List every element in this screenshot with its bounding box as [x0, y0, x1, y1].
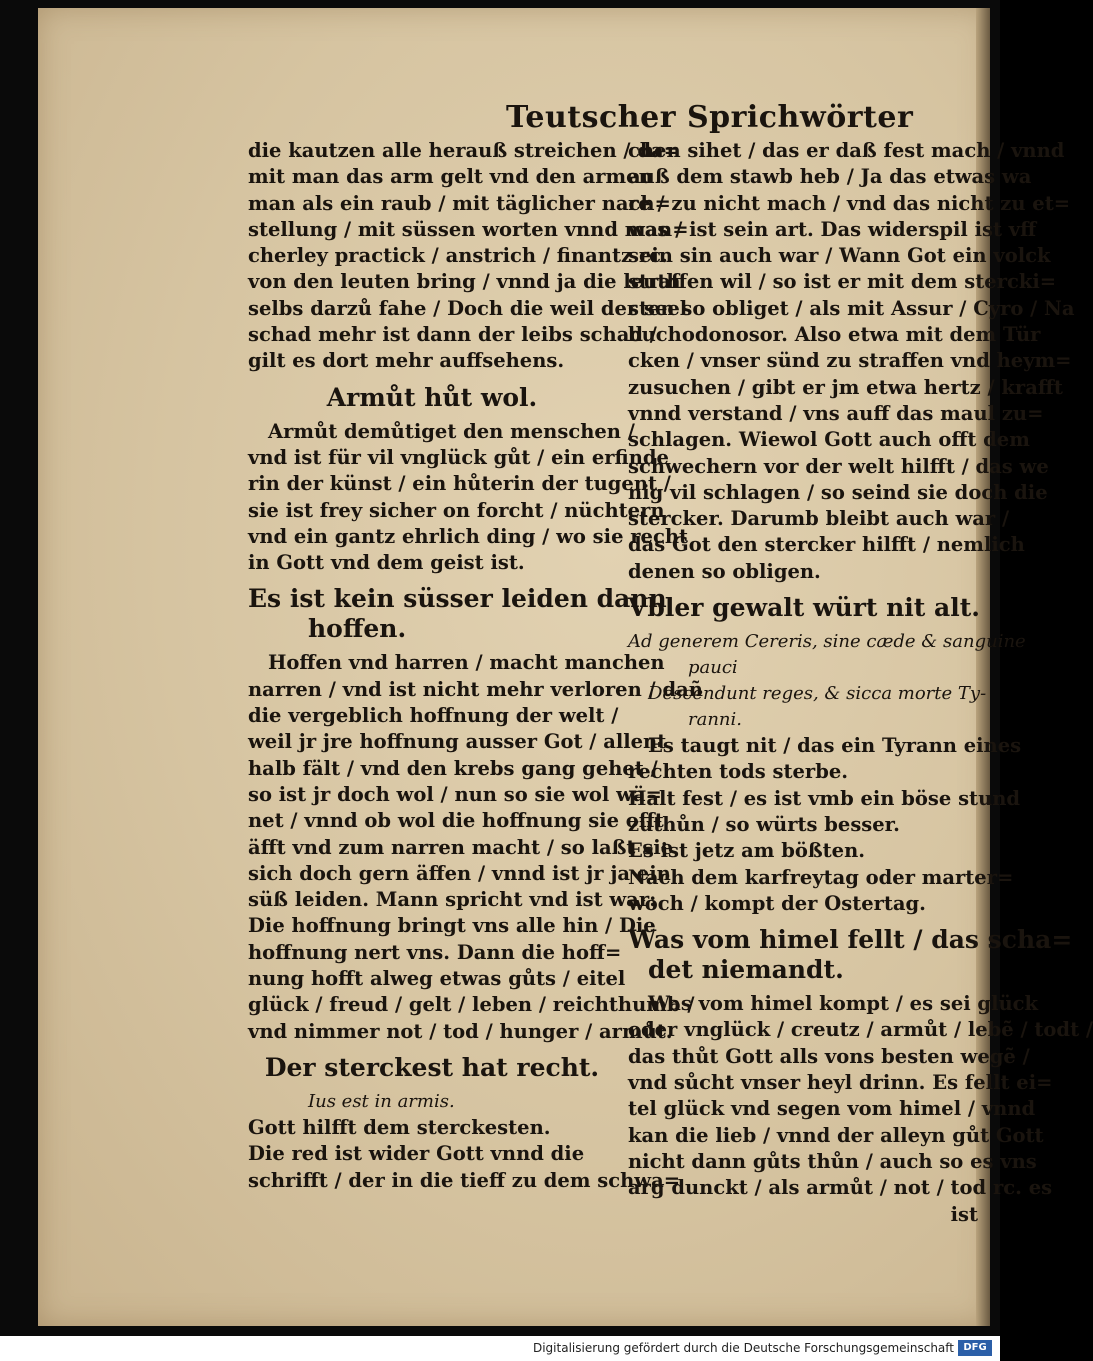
text-line: zusuchen / gibt er jm etwa hertz / krafft: [628, 375, 1063, 399]
left-paragraph-top: [248, 138, 689, 375]
text-line: rechten tods sterbe.: [628, 760, 849, 784]
running-head: Teutscher Sprichwörter: [506, 100, 914, 135]
text-line: Was vom himel kompt / es sei glück: [648, 992, 1039, 1016]
text-line: die vergeblich hoffnung der welt /: [248, 704, 619, 728]
text-line: was / ist sein art. Das widerspil ist vff: [628, 217, 1037, 241]
text-line: vnd ist für vil vnglück gůt / ein erfinde: [248, 445, 669, 469]
text-line: buchodonosor. Also etwa mit dem Tür: [628, 323, 1041, 347]
footer-credit: Digitalisierung gefördert durch die Deutsche Forschungsgemeinschaft: [532, 1341, 954, 1355]
text-line: schad mehr ist dann der leibs schad /: [248, 323, 657, 347]
right-column: [628, 138, 1093, 1228]
left-column: [248, 138, 703, 1194]
text-line: vnd sůcht vnser heyl drinn. Es fellt ei=: [628, 1071, 1053, 1095]
text-line: sie ist frey sicher on forcht / nüchtern: [248, 498, 665, 522]
heading-himel-line-1: Was vom himel fellt / das scha=: [628, 925, 1073, 955]
text-line: net / vnnd ob wol die hoffnung sie offt: [248, 809, 664, 833]
text-line: Es ist jetz am bößten.: [628, 839, 866, 863]
text-line: Es taugt nit / das ein Tyrann eines: [648, 734, 1022, 758]
text-line: die kautzen alle herauß streichen / da=: [248, 139, 680, 162]
heading-vbler-gewalt: Vbler gewalt würt nit alt.: [628, 593, 981, 623]
text-line: Hoffen vnd harren / macht manchen: [268, 651, 665, 675]
text-line: vnd nimmer not / tod / hunger / armůt.: [248, 1019, 673, 1043]
text-line: narren / vnd ist nicht mehr verloren / dañ: [248, 677, 703, 701]
heading-armut: Armůt hůt wol.: [326, 382, 538, 412]
text-line: Ad generem Cereris, sine cæde & sanguine: [628, 631, 1026, 653]
text-line: Die red ist wider Gott vnnd die: [248, 1142, 585, 1166]
text-line: nung hofft alweg etwas gůts / eitel: [248, 967, 626, 991]
text-line: schwechern vor der welt hilfft / das we: [628, 454, 1049, 478]
text-line: glück / freud / gelt / leben / reichthumb /: [248, 993, 695, 1017]
catchword: ist: [950, 1202, 978, 1226]
right-paragraph-tyrann: [628, 733, 1022, 917]
text-line: äfft vnd zum narren macht / so laßt sie: [248, 835, 674, 859]
left-paragraph-gott: [248, 1115, 681, 1194]
text-line: cken / vnser sünd zu straffen vnd heym=: [628, 349, 1072, 373]
text-line: weil jr jre hoffnung ausser Got / allent: [248, 730, 667, 754]
text-line: cherley practick / anstrich / finantz rc.: [248, 244, 668, 268]
text-line: Armůt demůtiget den menschen /: [268, 419, 635, 443]
text-line: zuthůn / so würts besser.: [628, 812, 900, 836]
right-paragraph-himel: [628, 991, 1093, 1201]
text-line: kan die lieb / vnnd der alleyn gůt Gott: [628, 1123, 1044, 1147]
text-line: sich doch gern äffen / vnnd ist jr ja ein: [248, 861, 671, 885]
text-line: Gott hilfft dem sterckesten.: [248, 1115, 551, 1139]
text-line: denen so obligen.: [628, 559, 821, 583]
text-line: stellung / mit süssen worten vnnd man=: [248, 217, 689, 241]
text-line: pauci: [688, 657, 738, 679]
text-line: von den leuten bring / vnnd ja die leuth: [248, 270, 681, 294]
left-paragraph-hoffen: [248, 650, 703, 1044]
text-line: Descendunt reges, & sicca morte Ty-: [648, 683, 987, 705]
dfg-logo: DFG: [958, 1340, 992, 1356]
text-line: so ist jr doch wol / nun so sie wol wä=: [248, 782, 662, 806]
text-line: Die hoffnung bringt vns alle hin / Die: [248, 914, 656, 938]
text-line: arg dunckt / als armůt / not / tod rc. es: [628, 1176, 1053, 1200]
text-line: rin der künst / ein hůterin der tugent /: [248, 472, 671, 496]
text-line: Halt fest / es ist vmb ein böse stund: [628, 786, 1021, 810]
heading-leiden-line-2: hoffen.: [308, 614, 407, 644]
heading-leiden-line-1: Es ist kein süsser leiden dann: [248, 584, 667, 614]
text-line: selbs darzů fahe / Doch die weil der seel: [248, 296, 688, 320]
latin-ius-est: Ius est in armis.: [308, 1090, 455, 1112]
text-line: vnd ein gantz ehrlich ding / wo sie recht: [248, 524, 688, 548]
text-line: auß dem stawb heb / Ja das etwas wa: [628, 165, 1032, 189]
scanned-page: [38, 8, 1093, 1326]
heading-sterckest: Der sterckest hat recht.: [264, 1052, 600, 1082]
text-line: sten so obliget / als mit Assur / Cyro / Na: [628, 296, 1075, 320]
text-line: süß leiden. Mann spricht vnd ist war:: [248, 888, 657, 912]
text-line: man als ein raub / mit täglicher nach=: [248, 191, 671, 215]
text-line: mit man das arm gelt vnd den armen: [248, 165, 653, 189]
text-line: vnnd verstand / vns auff das maul zu=: [628, 401, 1044, 425]
text-line: halb fält / vnd den krebs gang gehet /: [248, 756, 658, 780]
text-line: oder vnglück / creutz / armůt / lebẽ / todt /: [628, 1018, 1093, 1042]
text-line: Nach dem karfreytag oder marter=: [628, 865, 1014, 889]
text-line: chen sihet / das er daß fest mach / vnnd: [628, 139, 1065, 162]
text-line: tel glück vnd segen vom himel / vnnd: [628, 1097, 1036, 1121]
text-line: straffen wil / so ist er mit dem stercki=: [628, 270, 1057, 294]
text-line: das Got den stercker hilfft / nemlich: [628, 533, 1025, 557]
text-line: re / zu nicht mach / vnd das nicht zu et=: [628, 191, 1071, 215]
text-line: ranni.: [688, 709, 742, 731]
heading-himel-line-2: det niemandt.: [648, 955, 844, 985]
text-line: stercker. Darumb bleibt auch war /: [628, 507, 1010, 531]
text-line: gilt es dort mehr auffsehens.: [248, 349, 565, 373]
text-line: sein sin auch war / Wann Got ein volck: [628, 244, 1051, 268]
text-line: schlagen. Wiewol Gott auch offt dem: [628, 428, 1030, 452]
text-line: nicht dann gůts thůn / auch so es vns: [628, 1149, 1037, 1173]
left-paragraph-armut: [248, 419, 688, 577]
text-line: woch / kompt der Ostertag.: [628, 891, 926, 915]
text-line: nig vil schlagen / so seind sie doch die: [628, 480, 1048, 504]
text-line: in Gott vnd dem geist ist.: [248, 551, 525, 575]
latin-verse: [628, 629, 1026, 733]
text-line: schrifft / der in die tieff zu dem schwa=: [248, 1168, 681, 1192]
right-paragraph-top: [628, 138, 1075, 585]
text-line: das thůt Gott alls vons besten wegẽ /: [628, 1044, 1030, 1068]
text-line: hoffnung nert vns. Dann die hoff=: [248, 940, 622, 964]
